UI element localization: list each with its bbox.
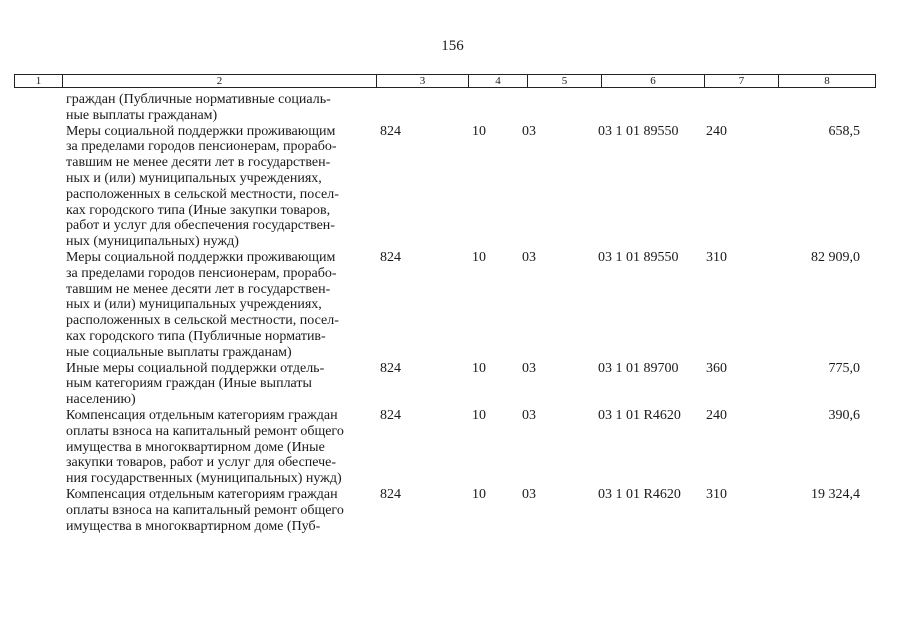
row-col6: 03 1 01 89550 — [598, 123, 679, 139]
row-col4: 10 — [472, 249, 486, 265]
header-col-8: 8 — [824, 75, 830, 87]
row-col5: 03 — [522, 486, 536, 502]
row-description: Иные меры социальной поддержки отдель- ным категориям граждан (Иные выплаты населению) — [66, 360, 325, 408]
row-col4: 10 — [472, 407, 486, 423]
header-col-7: 7 — [705, 75, 779, 87]
row-col6: 03 1 01 R4620 — [598, 407, 681, 423]
row-col7: 310 — [706, 249, 727, 265]
row-col3: 824 — [380, 249, 401, 265]
row-col4: 10 — [472, 123, 486, 139]
row-col5: 03 — [522, 123, 536, 139]
table-row — [0, 250, 905, 361]
table-row — [0, 408, 905, 487]
header-col-2: 2 — [63, 75, 377, 87]
header-col-5: 5 — [528, 75, 602, 87]
row-description: Компенсация отдельным категориям граждан оплаты взноса на капитальный ремонт общего имущества в многоквартирном доме (Иные закупки товаров, работ и услуг для обеспече- ния государственных (муниципальных) нужд) — [66, 407, 344, 487]
row-col8: 775,0 — [828, 360, 860, 376]
row-col8: 19 324,4 — [811, 486, 860, 502]
row-col4: 10 — [472, 486, 486, 502]
table-body — [0, 92, 905, 534]
row-col4: 10 — [472, 360, 486, 376]
header-col-4: 4 — [469, 75, 528, 87]
table-row — [0, 124, 905, 250]
row-col3: 824 — [380, 360, 401, 376]
table-row — [0, 487, 905, 534]
table-row — [0, 361, 905, 408]
row-col8: 82 909,0 — [811, 249, 860, 265]
row-col7: 360 — [706, 360, 727, 376]
row-col5: 03 — [522, 407, 536, 423]
row-col5: 03 — [522, 249, 536, 265]
row-col8: 658,5 — [828, 123, 860, 139]
row-col3: 824 — [380, 486, 401, 502]
row-description: Меры социальной поддержки проживающим за пределами городов пенсионерам, прорабо- тавшим не менее десяти лет в государствен- ных и (или) муниципальных учреждениях, расположенных в сельской местности, посел- ках городского типа (Публичные норматив- ные социальные выплаты гражданам) — [66, 249, 339, 360]
table-header — [14, 74, 876, 88]
row-col6: 03 1 01 89550 — [598, 249, 679, 265]
header-col-3: 3 — [377, 75, 469, 87]
row-col6: 03 1 01 R4620 — [598, 486, 681, 502]
row-col3: 824 — [380, 123, 401, 139]
row-col7: 240 — [706, 407, 727, 423]
row-description: Компенсация отдельным категориям граждан оплаты взноса на капитальный ремонт общего имущества в многоквартирном доме (Пуб- — [66, 486, 344, 534]
header-col-6: 6 — [602, 75, 705, 87]
page-number: 156 — [441, 38, 464, 54]
continuation-text: граждан (Публичные нормативные социаль- ные выплаты гражданам) — [66, 92, 331, 123]
row-col5: 03 — [522, 360, 536, 376]
header-col-1: 1 — [15, 75, 63, 87]
row-description: Меры социальной поддержки проживающим за пределами городов пенсионерам, прорабо- тавшим не менее десяти лет в государствен- ных и (или) муниципальных учреждениях, расположенных в сельской местности, посел- ках городского типа (Иные закупки товаров, работ и услуг для обеспечения государствен- ных (муниципальных) нужд) — [66, 123, 339, 250]
row-col3: 824 — [380, 407, 401, 423]
row-col7: 310 — [706, 486, 727, 502]
row-col8: 390,6 — [828, 407, 860, 423]
row-col7: 240 — [706, 123, 727, 139]
continuation-row — [0, 92, 905, 124]
row-col6: 03 1 01 89700 — [598, 360, 679, 376]
